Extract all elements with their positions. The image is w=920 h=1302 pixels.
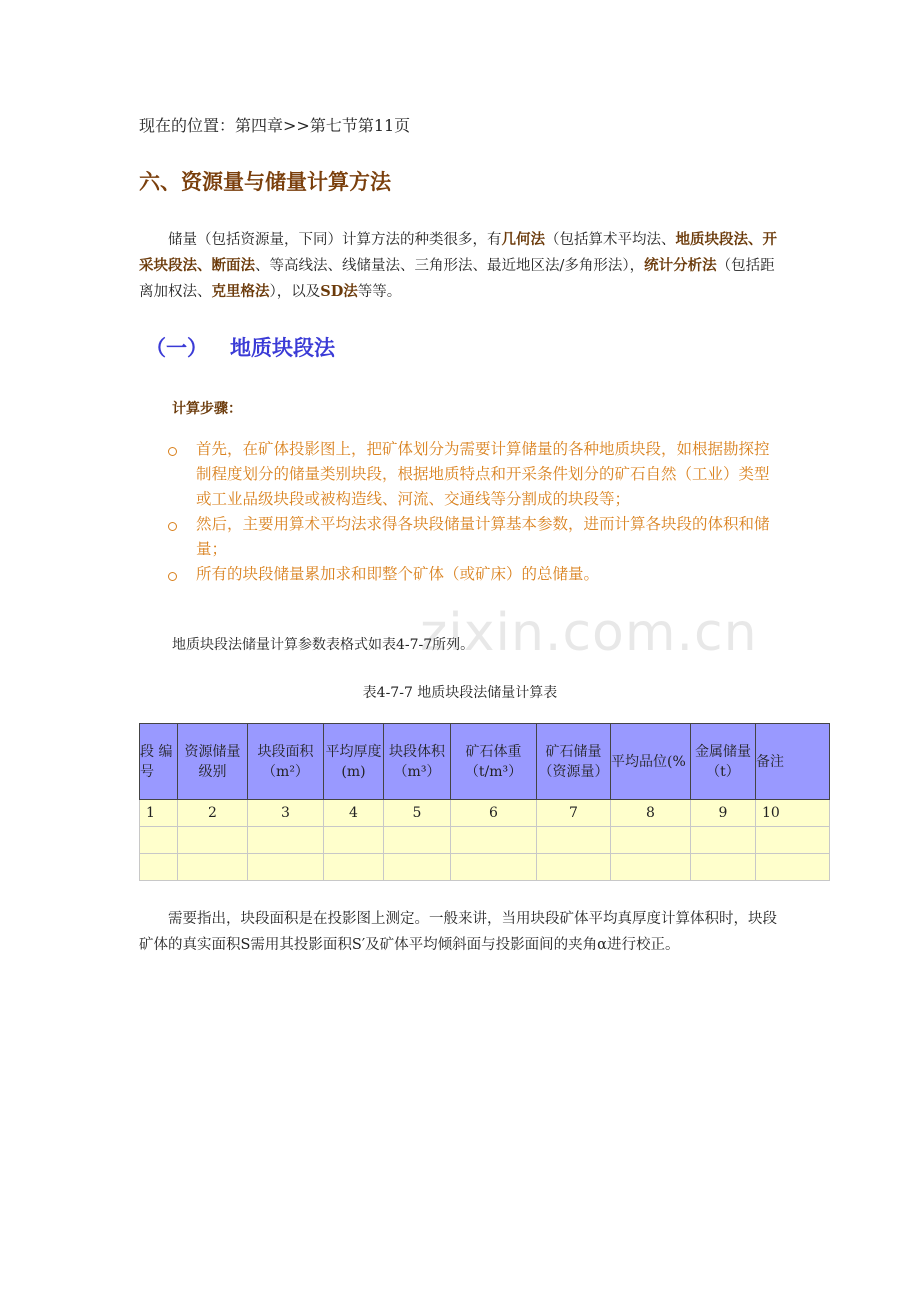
- table-cell: [248, 854, 324, 881]
- table-cell: [451, 827, 537, 854]
- table-cell: [691, 827, 756, 854]
- list-item: 首先，在矿体投影图上，把矿体划分为需要计算储量的各种地质块段，如根据勘探控制程度划分的储量类别块段，根据地质特点和开采条件划分的矿石自然（工业）类型或工业品级块段或被构造线、河流、交通线等分割成的块段等；: [168, 437, 784, 512]
- list-item: 所有的块段储量累加求和即整个矿体（或矿床）的总储量。: [168, 562, 784, 587]
- table-row: [140, 800, 830, 827]
- table-row: [140, 854, 830, 881]
- subsection-title: （一） 地质块段法: [145, 336, 335, 360]
- table-cell: [756, 854, 830, 881]
- table-cell: [324, 854, 384, 881]
- steps-label: 计算步骤：: [172, 401, 242, 417]
- circle-bullet-icon: [168, 522, 177, 531]
- table-cell: 3: [248, 800, 324, 827]
- watermark: zixin.com.cn: [420, 603, 758, 663]
- table-header: 平均厚度(m): [324, 724, 384, 800]
- table-header: 段 编号: [140, 724, 178, 800]
- table-cell: 8: [611, 800, 691, 827]
- table-cell: [324, 827, 384, 854]
- table-cell: [537, 827, 611, 854]
- note-paragraph: 需要指出，块段面积是在投影图上测定。一般来讲，当用块段矿体平均真厚度计算体积时，块段矿体的真实面积S需用其投影面积S′及矿体平均倾斜面与投影面间的夹角α进行校正。: [139, 911, 777, 953]
- table-cell: 10: [756, 800, 830, 827]
- table-header: 块段面积（m²）: [248, 724, 324, 800]
- breadcrumb: 现在的位置：第四章>>第七节第11页: [139, 116, 411, 135]
- table-cell: [178, 854, 248, 881]
- steps-list: [168, 437, 784, 587]
- table-header: 平均品位(%: [611, 724, 691, 800]
- table-cell: [140, 827, 178, 854]
- table-cell: 6: [451, 800, 537, 827]
- table-cell: 7: [537, 800, 611, 827]
- table-header: 矿石储量（资源量）: [537, 724, 611, 800]
- table-cell: 2: [178, 800, 248, 827]
- table-cell: [384, 854, 451, 881]
- table-cell: [140, 854, 178, 881]
- table-cell: 9: [691, 800, 756, 827]
- table-header-row: [140, 724, 830, 800]
- table-header: 备注: [756, 724, 830, 800]
- table-header: 矿石体重（t/m³）: [451, 724, 537, 800]
- table-cell: [537, 854, 611, 881]
- list-item: 然后，主要用算术平均法求得各块段储量计算基本参数，进而计算各块段的体积和储量；: [168, 512, 784, 562]
- table-cell: [611, 854, 691, 881]
- table-intro: 地质块段法储量计算参数表格式如表4-7-7所列。: [172, 637, 475, 653]
- section-title: 六、资源量与储量计算方法: [139, 170, 391, 194]
- calculation-table: [139, 723, 784, 885]
- table-cell: [756, 827, 830, 854]
- table-cell: [178, 827, 248, 854]
- table-cell: 1: [140, 800, 178, 827]
- table-header: 金属储量（t）: [691, 724, 756, 800]
- table-cell: [384, 827, 451, 854]
- circle-bullet-icon: [168, 572, 177, 581]
- circle-bullet-icon: [168, 447, 177, 456]
- table-cell: 5: [384, 800, 451, 827]
- table-header: 块段体积（m³）: [384, 724, 451, 800]
- table-cell: [248, 827, 324, 854]
- table-cell: [611, 827, 691, 854]
- table-header: 资源储量级别: [178, 724, 248, 800]
- table-caption: 表4-7-7 地质块段法储量计算表: [362, 685, 558, 701]
- table-cell: 4: [324, 800, 384, 827]
- table-cell: [451, 854, 537, 881]
- table-row: [140, 827, 830, 854]
- table-cell: [691, 854, 756, 881]
- intro-paragraph: 储量（包括资源量，下同）计算方法的种类很多，有几何法（包括算术平均法、地质块段法、开采块段法、断面法、等高线法、线储量法、三角形法、最近地区法/多角形法），统计分析法（包括距离加权法、克里格法），以及SD法等等。: [139, 231, 777, 300]
